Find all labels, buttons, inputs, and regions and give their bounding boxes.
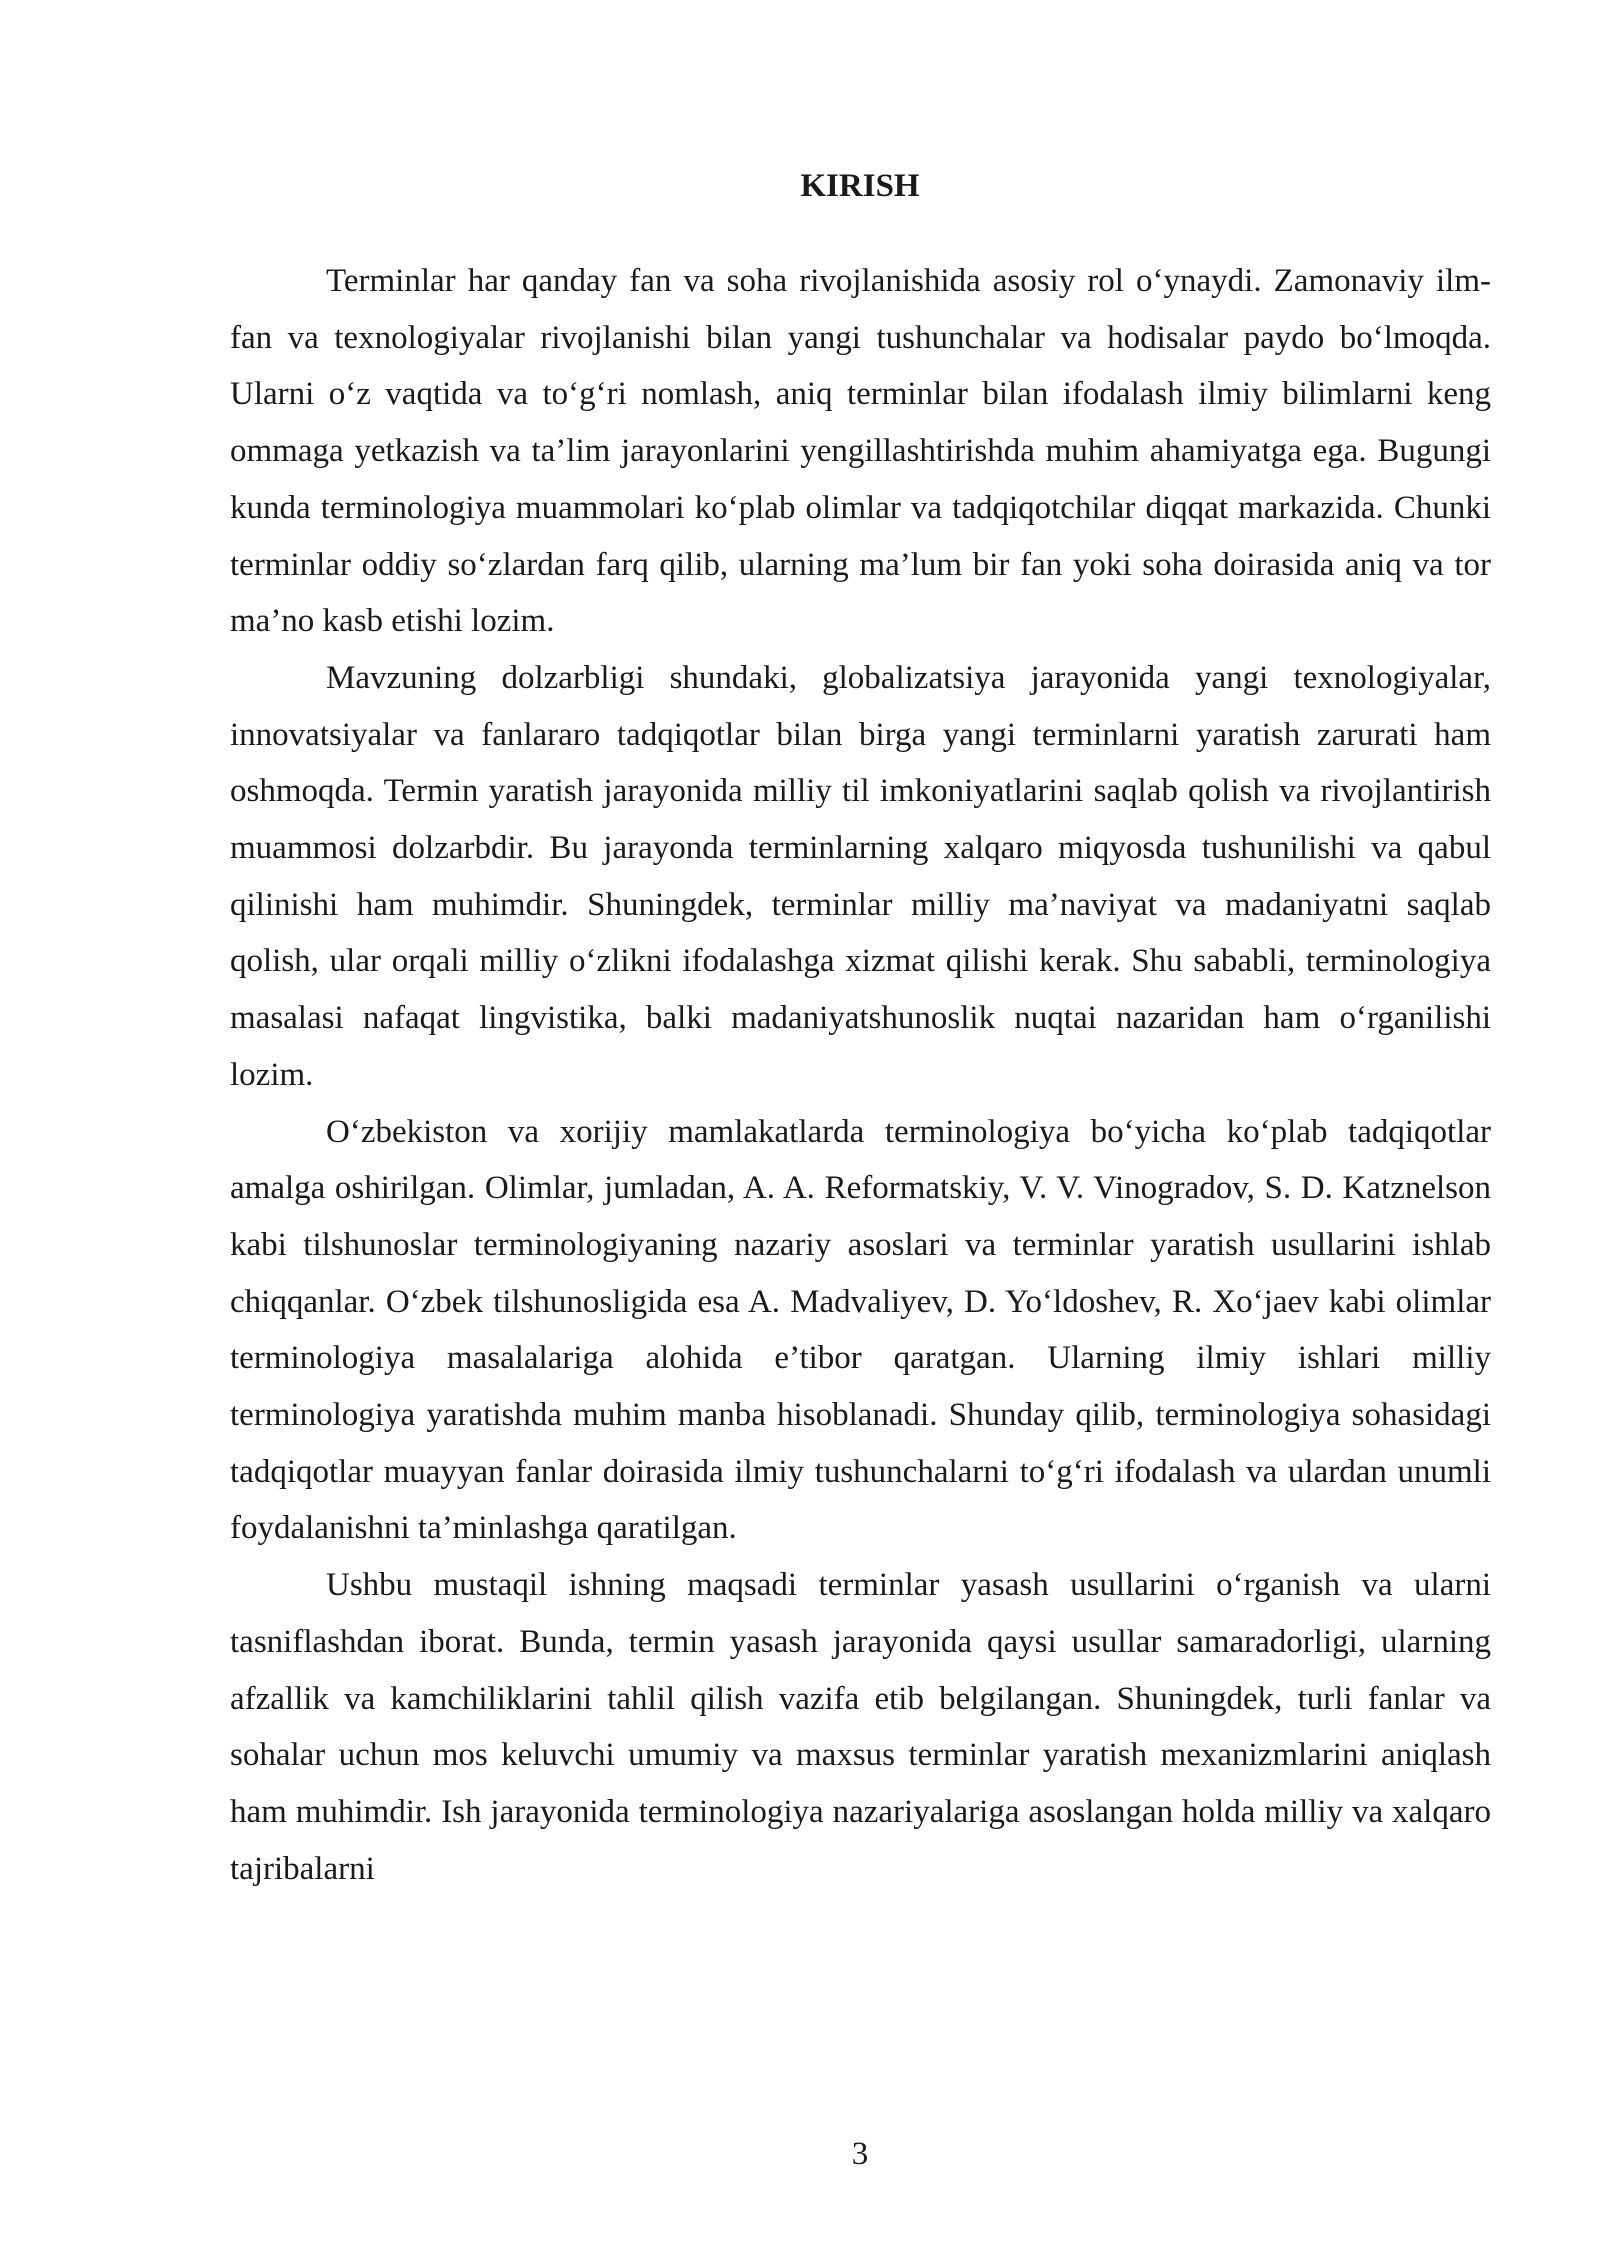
page-number: 3 [851,2136,869,2172]
paragraph-4: Ushbu mustaqil ishning maqsadi terminlar yasash usullarini o‘rganish va ularni tasniflashdan iborat. Bunda, termin yasash jarayonida qaysi usullar samaradorligi, ularning afzallik va kamchiliklarini tahlil qilish vazifa etib belgilangan. Shuningdek, turli fanlar va sohalar uchun mos keluvchi umumiy va maxsus terminlar yaratish mexanizmlarini aniqlash ham muhimdir. Ish jarayonida terminologiya nazariyalariga asoslangan holda milliy va xalqaro tajribalarni [230,1567,1491,1887]
paragraph-1: Terminlar har qanday fan va soha rivojlanishida asosiy rol o‘ynaydi. Zamonaviy ilm-fan va texnologiyalar rivojlanishi bilan yangi tushunchalar va hodisalar paydo bo‘lmoqda. Ularni o‘z vaqtida va to‘g‘ri nomlash, aniq terminlar bilan ifodalash ilmiy bilimlarni keng ommaga yetkazish va ta’lim jarayonlarini yengillashtirishda muhim ahamiyatga ega. Bugungi kunda terminologiya muammolari ko‘plab olimlar va tadqiqotchilar diqqat markazida. Chunki terminlar oddiy so‘zlardan farq qilib, ularning ma’lum bir fan yoki soha doirasida aniq va tor ma’no kasb etishi lozim. [230,263,1491,640]
page-title: KIRISH [800,168,920,204]
body-text [230,253,1491,1897]
paragraph-3: O‘zbekiston va xorijiy mamlakatlarda terminologiya bo‘yicha ko‘plab tadqiqotlar amalga oshirilgan. Olimlar, jumladan, A. A. Reformatskiy, V. V. Vinogradov, S. D. Katznelson kabi tilshunoslar terminologiyaning nazariy asoslari va terminlar yaratish usullarini ishlab chiqqanlar. O‘zbek tilshunosligida esa A. Madvaliyev, D. Yo‘ldoshev, R. Xo‘jaev kabi olimlar terminologiya masalalariga alohida e’tibor qaratgan. Ularning ilmiy ishlari milliy terminologiya yaratishda muhim manba hisoblanadi. Shunday qilib, terminologiya sohasidagi tadqiqotlar muayyan fanlar doirasida ilmiy tushunchalarni to‘g‘ri ifodalash va ulardan unumli foydalanishni ta’minlashga qaratilgan. [230,1113,1491,1547]
paragraph-2: Mavzuning dolzarbligi shundaki, globalizatsiya jarayonida yangi texnologiyalar, innovatsiyalar va fanlararo tadqiqotlar bilan birga yangi terminlarni yaratish zarurati ham oshmoqda. Termin yaratish jarayonida milliy til imkoniyatlarini saqlab qolish va rivojlantirish muammosi dolzarbdir. Bu jarayonda terminlarning xalqaro miqyosda tushunilishi va qabul qilinishi ham muhimdir. Shuningdek, terminlar milliy ma’naviyat va madaniyatni saqlab qolish, ular orqali milliy o‘zlikni ifodalashga xizmat qilishi kerak. Shu sababli, terminologiya masalasi nafaqat lingvistika, balki madaniyatshunoslik nuqtai nazaridan ham o‘rganilishi lozim. [230,659,1491,1093]
